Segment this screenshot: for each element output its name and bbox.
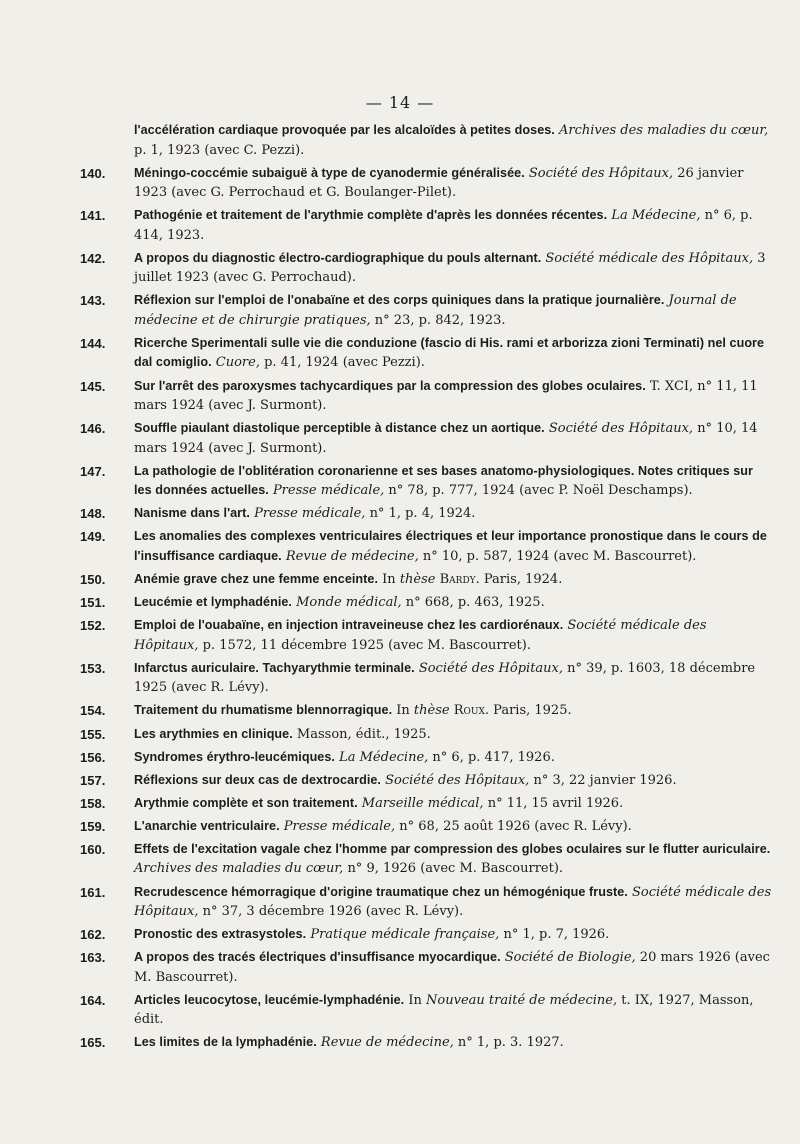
entry-details: n° 6, p. 417, 1926. — [432, 749, 555, 765]
entry-title: Traitement du rhumatisme blennorragique. — [134, 703, 393, 718]
entry-number: 147. — [80, 463, 106, 479]
entry-author: Roux — [453, 703, 485, 719]
entry-source: Presse médicale, — [272, 483, 385, 499]
list-item — [72, 527, 772, 566]
entry-details: 3 juillet 1923 (avec G. Perrochaud). — [134, 250, 766, 286]
entry-source: Revue de médecine, — [285, 548, 419, 564]
entry-number: 144. — [80, 335, 106, 351]
list-item — [72, 748, 772, 768]
entry-details: . Paris, 1924. — [475, 572, 563, 588]
entry-number: 163. — [80, 950, 106, 966]
entry-source: Monde médical, — [296, 595, 402, 611]
page-number: — 14 — — [365, 93, 435, 112]
entry-prefix: In — [408, 992, 422, 1008]
entry-details: n° 1, p. 7, 1926. — [503, 927, 610, 943]
entry-details: n° 3, 22 janvier 1926. — [533, 772, 677, 788]
entry-source: Société médicale des Hôpitaux, — [545, 250, 754, 266]
entry-title: A propos des tracés électriques d'insuffisance myocardique. — [134, 950, 501, 965]
list-item — [72, 164, 772, 203]
entry-title: Méningo-coccémie subaiguë à type de cyanodermie généralisée. — [134, 165, 525, 180]
list-item — [72, 593, 772, 613]
entry-number: 161. — [80, 884, 106, 900]
entry-number: 145. — [80, 378, 106, 394]
entry-title: Syndromes érythro-leucémiques. — [134, 749, 335, 764]
entry-title: Recrudescence hémorragique d'origine traumatique chez un hémogénique fruste. — [134, 884, 628, 899]
entry-source: Société des Hôpitaux, — [528, 165, 674, 181]
entry-source: Nouveau traité de médecine, — [426, 992, 618, 1008]
list-item — [72, 291, 772, 330]
list-item — [72, 570, 772, 590]
list-item — [72, 1033, 772, 1053]
list-item — [72, 725, 772, 745]
entry-number: 151. — [80, 595, 106, 611]
entry-title: Anémie grave chez une femme enceinte. — [134, 572, 379, 587]
list-item — [72, 701, 772, 721]
list-item — [72, 121, 772, 160]
entry-title: L'anarchie ventriculaire. — [134, 818, 280, 833]
entry-number: 140. — [80, 165, 106, 181]
entry-details: n° 1, p. 4, 1924. — [369, 506, 476, 522]
entry-details: n° 668, p. 463, 1925. — [405, 595, 545, 611]
list-item — [72, 377, 772, 416]
list-item — [72, 883, 772, 922]
entry-details: n° 11, 15 avril 1926. — [487, 795, 624, 811]
entry-details: Masson, édit., 1925. — [296, 726, 431, 742]
entry-source: Pratique médicale française, — [310, 927, 500, 943]
entry-title: Emploi de l'ouabaïne, en injection intraveineuse chez les cardiorénaux. — [134, 618, 564, 633]
entry-number: 159. — [80, 818, 106, 834]
entry-number: 152. — [80, 618, 106, 634]
entry-number: 154. — [80, 703, 106, 719]
list-item — [72, 794, 772, 814]
entry-details: n° 68, 25 août 1926 (avec R. Lévy). — [399, 818, 632, 834]
entry-number: 156. — [80, 749, 106, 765]
entry-source: La Médecine, — [339, 749, 429, 765]
entry-details: n° 78, p. 777, 1924 (avec P. Noël Deschamps). — [388, 483, 693, 499]
entry-details: n° 37, 3 décembre 1926 (avec R. Lévy). — [202, 904, 464, 920]
entry-title: Nanisme dans l'art. — [134, 506, 250, 521]
entry-details: p. 1, 1923 (avec C. Pezzi). — [134, 142, 305, 158]
list-item — [72, 991, 772, 1030]
entry-source: Cuore, — [215, 355, 260, 371]
entry-details: n° 1, p. 3. 1927. — [457, 1035, 564, 1051]
entry-title: Articles leucocytose, leucémie-lymphadénie. — [134, 992, 405, 1007]
entry-details: n° 9, 1926 (avec M. Bascourret). — [347, 861, 564, 877]
entry-details: n° 10, 14 mars 1924 (avec J. Surmont). — [134, 421, 758, 456]
entry-details: p. 41, 1924 (avec Pezzi). — [264, 355, 425, 371]
entry-thesis: thèse — [399, 572, 436, 588]
entry-source: Société de Biologie, — [504, 950, 636, 966]
entry-number: 141. — [80, 208, 106, 224]
entry-source: Presse médicale, — [254, 506, 366, 522]
entry-number: 142. — [80, 250, 106, 266]
entry-title: La pathologie de l'oblitération coronarienne et ses bases anatomo-physiologiques. Notes critiques sur les données actuelles. — [134, 463, 753, 498]
entry-title: Les arythmies en clinique. — [134, 726, 293, 741]
entry-source: Archives des maladies du cœur, — [559, 123, 769, 138]
entry-title: Ricerche Sperimentali sulle vie die conduzione (fascio di His. rami et arborizza zioni Terminati) nel cuore dal comiglio. — [134, 335, 765, 370]
bibliography-list — [72, 121, 772, 1057]
entry-number: 157. — [80, 772, 106, 788]
entry-number: 162. — [80, 927, 106, 943]
entry-prefix: In — [382, 572, 396, 588]
entry-title: A propos du diagnostic électro-cardiographique du pouls alternant. — [134, 250, 542, 265]
entry-source: Société des Hôpitaux, — [548, 421, 694, 437]
entry-number: 165. — [80, 1035, 106, 1051]
entry-details: n° 6, p. 414, 1923. — [134, 208, 753, 243]
entry-title: Infarctus auriculaire. Tachyarythmie terminale. — [134, 660, 415, 675]
entry-details: t. IX, 1927, Masson, édit. — [134, 992, 754, 1028]
entry-title: Souffle piaulant diastolique perceptible à distance chez un aortique. — [134, 421, 545, 436]
entry-title: Les limites de la lymphadénie. — [134, 1035, 317, 1050]
entry-source: La Médecine, — [611, 208, 701, 224]
entry-source: Société des Hôpitaux, — [418, 660, 564, 676]
entry-number: 160. — [80, 841, 106, 857]
entry-number: 150. — [80, 572, 106, 588]
entry-prefix: In — [396, 703, 410, 719]
entry-author: Bardy — [439, 572, 476, 588]
entry-source: Revue de médecine, — [320, 1035, 454, 1051]
entry-title: Pronostic des extrasystoles. — [134, 927, 307, 942]
list-item — [72, 840, 772, 879]
list-item — [72, 249, 772, 288]
entry-number: 146. — [80, 421, 106, 437]
entry-title: Arythmie complète et son traitement. — [134, 795, 358, 810]
entry-source: Presse médicale, — [283, 818, 396, 834]
entry-title: Réflexions sur deux cas de dextrocardie. — [134, 772, 381, 787]
entry-details: n° 39, p. 1603, 18 décembre 1925 (avec R. Lévy). — [134, 660, 756, 696]
list-item — [72, 616, 772, 655]
entry-details: 26 janvier 1923 (avec G. Perrochaud et G. Boulanger-Pilet). — [134, 165, 744, 201]
entry-number: 164. — [80, 992, 106, 1008]
entry-source: Marseille médical, — [361, 795, 484, 811]
entry-details: . Paris, 1925. — [484, 703, 572, 719]
entry-details: n° 23, p. 842, 1923. — [374, 312, 506, 328]
list-item — [72, 206, 772, 245]
entry-details: p. 1572, 11 décembre 1925 (avec M. Bascourret). — [202, 637, 531, 653]
entry-source: Archives des maladies du cœur, — [134, 861, 344, 877]
entry-number: 148. — [80, 506, 106, 522]
entry-number: 143. — [80, 293, 106, 309]
entry-title: Effets de l'excitation vagale chez l'homme par compression des globes oculaires sur le flutter auriculaire. — [134, 841, 771, 856]
list-item — [72, 925, 772, 945]
list-item — [72, 334, 772, 373]
entry-source: Société médicale des Hôpitaux, — [134, 884, 772, 920]
list-item — [72, 659, 772, 698]
entry-source: Journal de médecine et de chirurgie pratiques, — [134, 293, 737, 328]
entry-title: Réflexion sur l'emploi de l'onabaïne et des corps quiniques dans la pratique journalière. — [134, 293, 665, 308]
entry-source: Société médicale des Hôpitaux, — [134, 618, 707, 653]
entry-title: Les anomalies des complexes ventriculaires électriques et leur importance pronostique dans le cours de l'insuffisance cardiaque. — [134, 529, 767, 563]
entry-title: Pathogénie et traitement de l'arythmie complète d'après les données récentes. — [134, 208, 608, 223]
entry-details: 20 mars 1926 (avec M. Bascourret). — [134, 950, 770, 985]
entry-title: l'accélération cardiaque provoquée par les alcaloïdes à petites doses. — [134, 123, 555, 137]
list-item — [72, 948, 772, 987]
entry-number: 155. — [80, 726, 106, 742]
entry-title: Sur l'arrêt des paroxysmes tachycardiques par la compression des globes oculaires. — [134, 378, 646, 393]
list-item — [72, 504, 772, 524]
list-item — [72, 771, 772, 791]
entry-thesis: thèse — [413, 703, 450, 719]
entry-number: 149. — [80, 529, 106, 545]
entry-details: T. XCI, n° 11, 11 mars 1924 (avec J. Surmont). — [134, 378, 758, 414]
entry-source: Société des Hôpitaux, — [385, 772, 530, 788]
entry-details: n° 10, p. 587, 1924 (avec M. Bascourret). — [422, 548, 697, 564]
list-item — [72, 817, 772, 837]
list-item — [72, 462, 772, 501]
entry-number: 158. — [80, 795, 106, 811]
entry-number: 153. — [80, 660, 106, 676]
entry-title: Leucémie et lymphadénie. — [134, 595, 292, 610]
list-item — [72, 419, 772, 458]
